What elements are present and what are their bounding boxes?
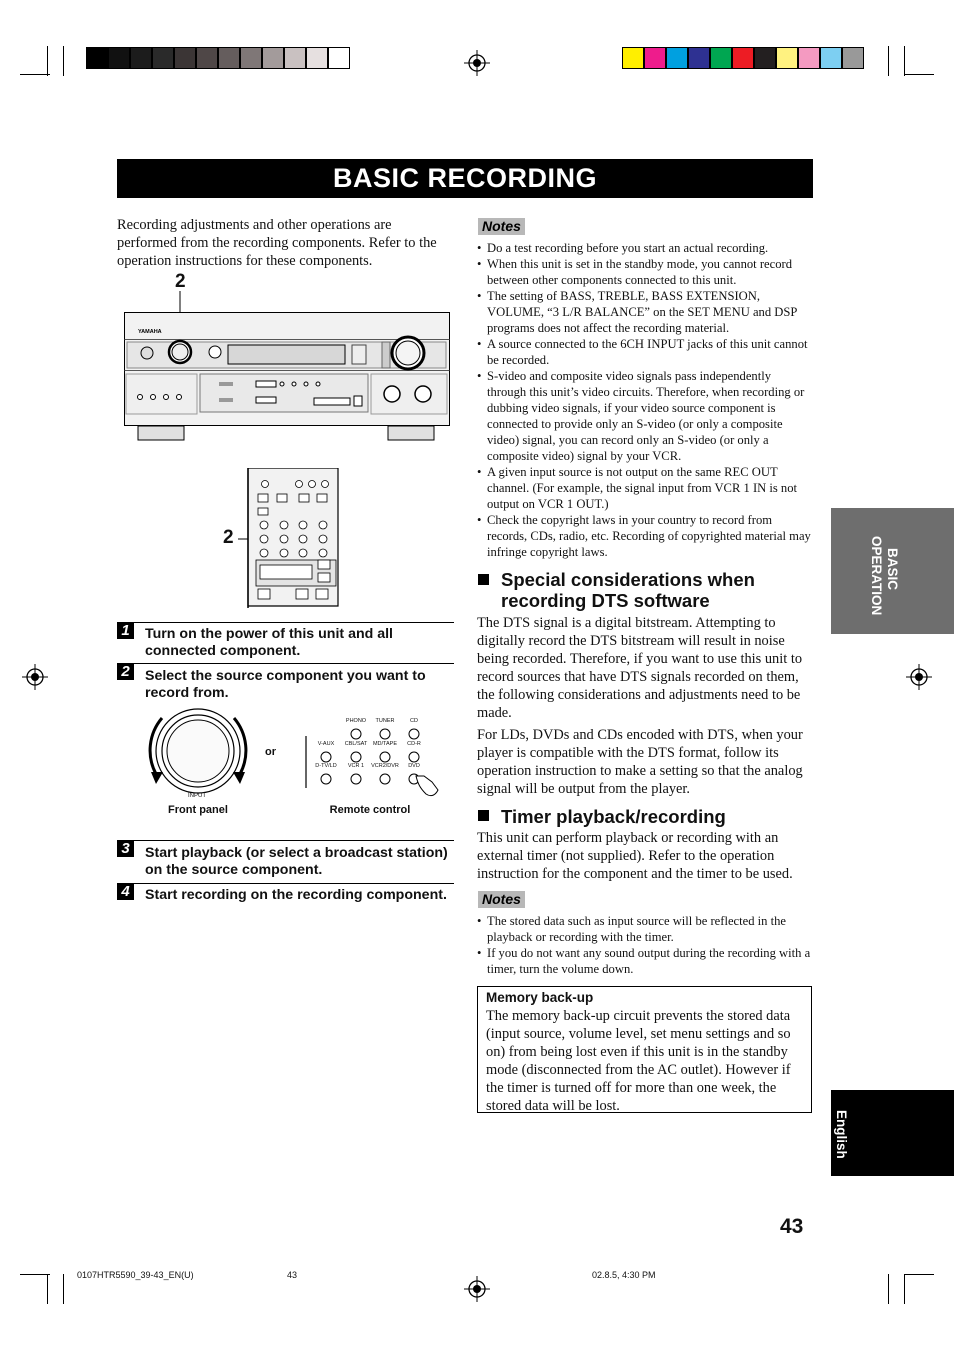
color-swatch xyxy=(820,47,842,69)
gray-swatch xyxy=(218,47,240,69)
note-item: • Check the copyright laws in your country to record from records, CDs, radio, etc. Recording of copyrighted material may infringe copyright laws. xyxy=(477,512,812,560)
registration-mark-bottom xyxy=(462,1274,492,1304)
front-panel-caption: Front panel xyxy=(168,804,228,816)
gray-swatch xyxy=(284,47,306,69)
button-label: V-AUX xyxy=(317,741,335,747)
button-label: D-TV/LD xyxy=(315,763,337,769)
note-item: • Do a test recording before you start an actual recording. xyxy=(477,240,812,256)
dts-paragraph-1: The DTS signal is a digital bitstream. Attempting to digitally record the DTS bitstream will result in noise being recorded. Therefore, if you want to use this unit to record sources that have DTS signals recorded on them, the following considerations and adjustments need to be made. xyxy=(477,615,803,721)
step-divider xyxy=(117,622,454,623)
page-title: BASIC RECORDING xyxy=(117,159,813,198)
memory-backup-heading: Memory back-up xyxy=(486,990,594,1005)
memory-backup-box xyxy=(477,986,812,1113)
note-item: • The setting of BASS, TREBLE, BASS EXTENSION, VOLUME, “3 L/R BALANCE” on the SET MENU and DSP programs does not affect the recording material. xyxy=(477,288,812,336)
color-swatch xyxy=(732,47,754,69)
gray-swatch xyxy=(240,47,262,69)
button-label: CD xyxy=(410,718,418,724)
section-heading-timer xyxy=(478,806,814,827)
section-heading-text: Timer playback/recording xyxy=(501,806,726,827)
or-label: or xyxy=(265,746,276,758)
color-swatch xyxy=(688,47,710,69)
note-item: • The stored data such as input source will be reflected in the playback or recording with the timer. xyxy=(477,913,812,945)
brand-logo: YAMAHA xyxy=(138,329,162,335)
side-tab-text: English xyxy=(834,1110,849,1159)
gray-swatch xyxy=(262,47,284,69)
side-tab-text: OPERATION xyxy=(869,536,884,616)
dts-paragraph-2: For LDs, DVDs and CDs encoded with DTS, when your player is compatible with the DTS format, follow its operation instruction to make a setting so that the analog signal will be output from the player. xyxy=(477,727,803,797)
step-number: 1 xyxy=(117,622,134,639)
gray-swatch xyxy=(196,47,218,69)
gray-swatch xyxy=(86,47,108,69)
intro-text: Recording adjustments and other operations are performed from the recording components. Refer to the operation instructions for these components. xyxy=(117,217,437,269)
receiver-front-panel-illustration xyxy=(124,312,450,426)
memory-backup-text: The memory back-up circuit prevents the stored data (input source, volume level, set menu settings and so on) from being lost even if this unit is in the standby mode (disconnected from the AC outlet). However if the timer is turned off for more than one week, the stored data will be lost. xyxy=(486,1008,791,1114)
step-number: 3 xyxy=(117,840,134,857)
gray-swatch xyxy=(174,47,196,69)
button-label: VCR2/DVR xyxy=(371,763,399,769)
step-divider xyxy=(117,663,454,664)
section-heading-text: Special considerations when recording DTS software xyxy=(501,569,755,611)
button-label: CD-R xyxy=(407,741,421,747)
step-text: Start playback (or select a broadcast station) on the source component. xyxy=(145,845,448,878)
section-heading-dts xyxy=(478,569,814,611)
color-swatch xyxy=(622,47,644,69)
side-tab-english xyxy=(831,1090,954,1176)
note-item: • When this unit is set in the standby mode, you cannot record between other components connected to this unit. xyxy=(477,256,812,288)
color-swatch xyxy=(710,47,732,69)
gray-swatch xyxy=(130,47,152,69)
note-item: • A given input source is not output on the same REC OUT channel. (For example, the signal input from VCR 1 IN is not output on VCR 1 OUT.) xyxy=(477,464,812,512)
notes-list xyxy=(477,240,812,560)
button-label: VCR 1 xyxy=(347,763,365,769)
page-number: 43 xyxy=(780,1215,804,1238)
notes-label: Notes xyxy=(478,891,525,908)
callout-remote: 2 xyxy=(223,527,234,548)
footer-page: 43 xyxy=(287,1270,298,1280)
remote-control-caption: Remote control xyxy=(329,804,411,816)
color-swatch xyxy=(776,47,798,69)
remote-control-illustration xyxy=(244,468,340,608)
knob-label: INPUT xyxy=(188,793,206,799)
gray-swatch xyxy=(306,47,328,69)
square-bullet-icon xyxy=(478,810,489,821)
gray-swatch xyxy=(108,47,130,69)
step-text: Select the source component you want to record from. xyxy=(145,668,426,701)
step-number: 4 xyxy=(117,883,134,900)
button-label: TUNER xyxy=(375,718,395,724)
note-item: • S-video and composite video signals pass independently through this unit’s video circuits. Therefore, when recording or dubbing video signals, if your video source component is connected to provide only an S-video (or only a composite video) signal, you can record only an S-video (or only a composite video) signal by your VCR. xyxy=(477,368,812,464)
color-swatch xyxy=(842,47,864,69)
callout-front-panel: 2 xyxy=(175,271,186,292)
gray-swatch xyxy=(152,47,174,69)
step-text: Turn on the power of this unit and all connected component. xyxy=(145,626,394,659)
button-label: PHONO xyxy=(345,718,367,724)
color-swatch xyxy=(644,47,666,69)
step-divider xyxy=(117,883,454,884)
color-swatch xyxy=(798,47,820,69)
side-tab-text: BASIC xyxy=(885,548,900,591)
step-divider xyxy=(117,840,454,841)
button-label: CBL/SAT xyxy=(344,741,368,747)
footer-timestamp: 02.8.5, 4:30 PM xyxy=(592,1270,656,1280)
registration-mark-right xyxy=(904,662,934,692)
button-label: MD/TAPE xyxy=(372,741,398,747)
color-swatch xyxy=(754,47,776,69)
notes-list xyxy=(477,913,812,977)
note-item: • If you do not want any sound output during the recording with a timer, turn the volume down. xyxy=(477,945,812,977)
button-label: DVD xyxy=(408,763,420,769)
footer-filename: 0107HTR5590_39-43_EN(U) xyxy=(77,1270,194,1280)
step-text: Start recording on the recording component. xyxy=(145,887,447,903)
color-swatch xyxy=(666,47,688,69)
timer-paragraph: This unit can perform playback or recording with an external timer (not supplied). Refer to the operation instruction for the component and the timer to be used. xyxy=(477,830,793,882)
notes-label: Notes xyxy=(478,218,525,235)
gray-swatch xyxy=(328,47,350,69)
registration-mark-top xyxy=(462,48,492,78)
note-item: • A source connected to the 6CH INPUT jacks of this unit cannot be recorded. xyxy=(477,336,812,368)
step-number: 2 xyxy=(117,663,134,680)
registration-mark-left xyxy=(20,662,50,692)
square-bullet-icon xyxy=(478,574,489,585)
side-tab-basic-operation xyxy=(831,508,954,634)
